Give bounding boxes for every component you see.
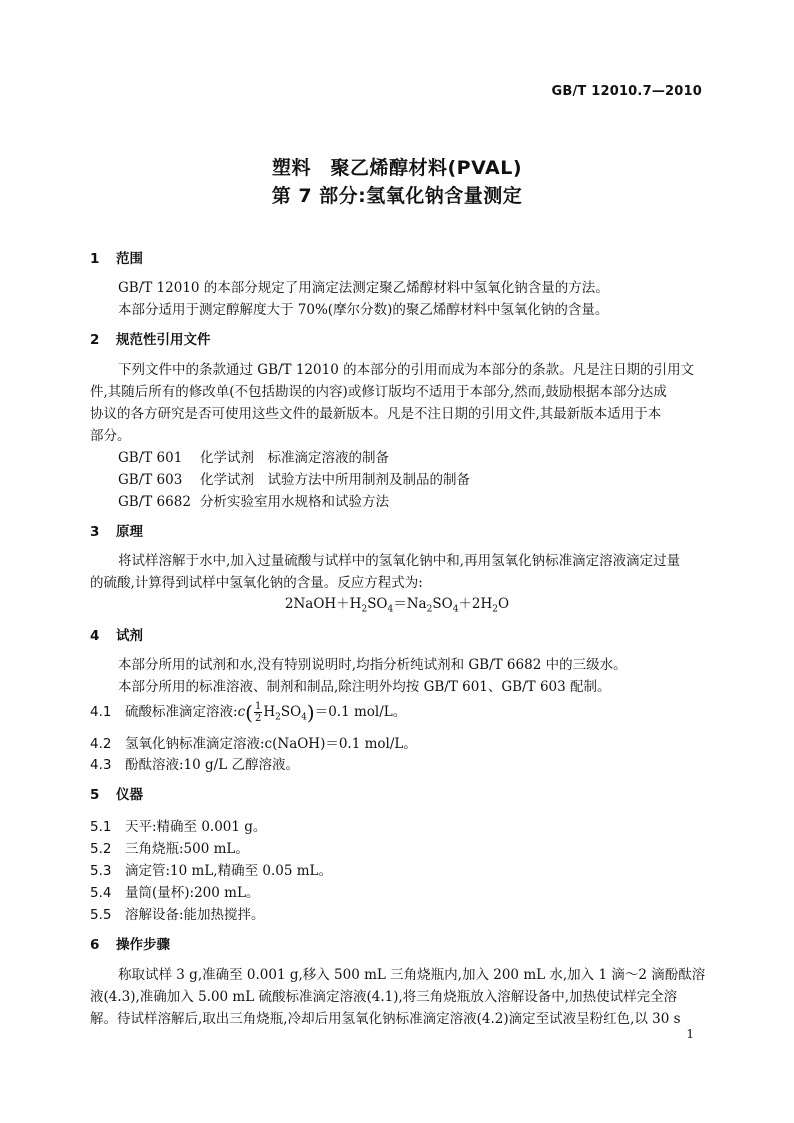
item-number: 5.5 xyxy=(90,907,112,923)
section-number: 2 xyxy=(90,332,100,348)
reference-item xyxy=(118,468,470,488)
section-title: 试剂 xyxy=(116,628,143,644)
reagent-item: 4.2 氢氧化钠标准滴定溶液:c(NaOH)＝0.1 mol/L。 xyxy=(90,736,417,752)
reagent-item: 4.3 酚酞溶液:10 g/L 乙醇溶液。 xyxy=(90,757,299,773)
reaction-equation: $2NaOH+H_2SO_4=Na_2SO_4+2H_2O$ xyxy=(284,596,510,615)
paragraph: GB/T 12010 的本部分规定了用滴定法测定聚乙烯醇材料中氢氧化钠含量的方法。 xyxy=(118,280,609,296)
section-heading-procedure xyxy=(90,933,170,953)
section-number: 5 xyxy=(90,787,100,803)
reagent-item: 4.1 硫酸标准滴定溶液:c( $\frac{1}{2}$ $H_2SO_4)=0.1$ mol/L。 xyxy=(90,700,407,725)
paragraph: 本部分适用于测定醇解度大于 70%(摩尔分数)的聚乙烯醇材料中氢氧化钠的含量。 xyxy=(118,302,609,318)
item-number: 4.3 xyxy=(90,757,112,773)
reference-item xyxy=(118,490,389,510)
fraction: $\frac{1}{2}$ xyxy=(254,701,262,724)
apparatus-item: 5.2 三角烧瓶:500 mL。 xyxy=(90,841,249,857)
item-number: 5.3 xyxy=(90,863,112,879)
paragraph: 本部分所用的试剂和水,没有特别说明时,均指分析纯试剂和 GB/T 6682 中的三级水。 xyxy=(118,657,627,673)
item-number: 5.2 xyxy=(90,841,112,857)
section-heading-reagents xyxy=(90,624,143,644)
reference-title: 分析实验室用水规格和试验方法 xyxy=(200,494,389,510)
document-title-line2: 第 7 部分:氢氧化钠含量测定 xyxy=(271,185,523,207)
section-title: 原理 xyxy=(116,524,143,540)
section-title: 规范性引用文件 xyxy=(116,332,211,348)
item-number: 4.1 xyxy=(90,704,112,720)
section-number: 6 xyxy=(90,937,100,953)
item-number: 5.4 xyxy=(90,885,112,901)
paragraph-line: 部分。 xyxy=(90,428,131,444)
apparatus-item: 5.4 量筒(量杯):200 mL。 xyxy=(90,885,260,901)
section-heading-principle xyxy=(90,520,143,540)
apparatus-item: 5.3 滴定管:10 mL,精确至 0.05 mL。 xyxy=(90,863,332,879)
reference-item xyxy=(118,446,389,466)
section-number: 1 xyxy=(90,251,100,267)
section-heading-scope xyxy=(90,247,143,267)
section-title: 范围 xyxy=(116,251,143,267)
paragraph-line: 下列文件中的条款通过 GB/T 12010 的本部分的引用而成为本部分的条款。凡是注日期的引用文 xyxy=(118,362,695,378)
apparatus-item: 5.5 溶解设备:能加热搅拌。 xyxy=(90,907,265,923)
reference-code: GB/T 603 xyxy=(118,472,183,488)
reference-title: 化学试剂 标准滴定溶液的制备 xyxy=(200,450,389,466)
section-title: 操作步骤 xyxy=(116,937,170,953)
section-number: 3 xyxy=(90,524,100,540)
paragraph-line: 件,其随后所有的修改单(不包括勘误的内容)或修订版均不适用于本部分,然而,鼓励根据本部分达成 xyxy=(90,384,667,400)
item-number: 5.1 xyxy=(90,819,112,835)
section-heading-apparatus xyxy=(90,783,143,803)
page-number: 1 xyxy=(686,1027,694,1041)
paragraph-line: 将试样溶解于水中,加入过量硫酸与试样中的氢氧化钠中和,再用氢氧化钠标准滴定溶液滴定过量 xyxy=(118,553,681,569)
standard-code: GB/T 12010.7—2010 xyxy=(551,84,702,99)
paragraph: 本部分所用的标准溶液、制剂和制品,除注明外均按 GB/T 601、GB/T 603 配制。 xyxy=(118,679,611,695)
document-title-line1: 塑料 聚乙烯醇材料(PVAL) xyxy=(271,157,523,179)
paragraph-line: 解。待试样溶解后,取出三角烧瓶,冷却后用氢氧化钠标准滴定溶液(4.2)滴定至试液呈粉红色,以 30 s xyxy=(90,1011,681,1027)
section-title: 仪器 xyxy=(116,787,143,803)
paragraph-line: 称取试样 3 g,准确至 0.001 g,移入 500 mL 三角烧瓶内,加入 200 mL 水,加入 1 滴～2 滴酚酞溶 xyxy=(118,967,706,983)
reference-code: GB/T 601 xyxy=(118,450,183,466)
apparatus-item: 5.1 天平:精确至 0.001 g。 xyxy=(90,819,267,835)
reference-code: GB/T 6682 xyxy=(118,494,191,510)
reference-title: 化学试剂 试验方法中所用制剂及制品的制备 xyxy=(200,472,470,488)
paragraph-line: 的硫酸,计算得到试样中氢氧化钠的含量。反应方程式为: xyxy=(90,575,423,591)
paragraph-line: 协议的各方研究是否可使用这些文件的最新版本。凡是不注日期的引用文件,其最新版本适用于本 xyxy=(90,406,662,422)
paragraph-line: 液(4.3),准确加入 5.00 mL 硫酸标准滴定溶液(4.1),将三角烧瓶放入溶解设备中,加热使试样完全溶 xyxy=(90,989,678,1005)
section-heading-normative-references xyxy=(90,328,211,348)
item-number: 4.2 xyxy=(90,736,112,752)
section-number: 4 xyxy=(90,628,100,644)
